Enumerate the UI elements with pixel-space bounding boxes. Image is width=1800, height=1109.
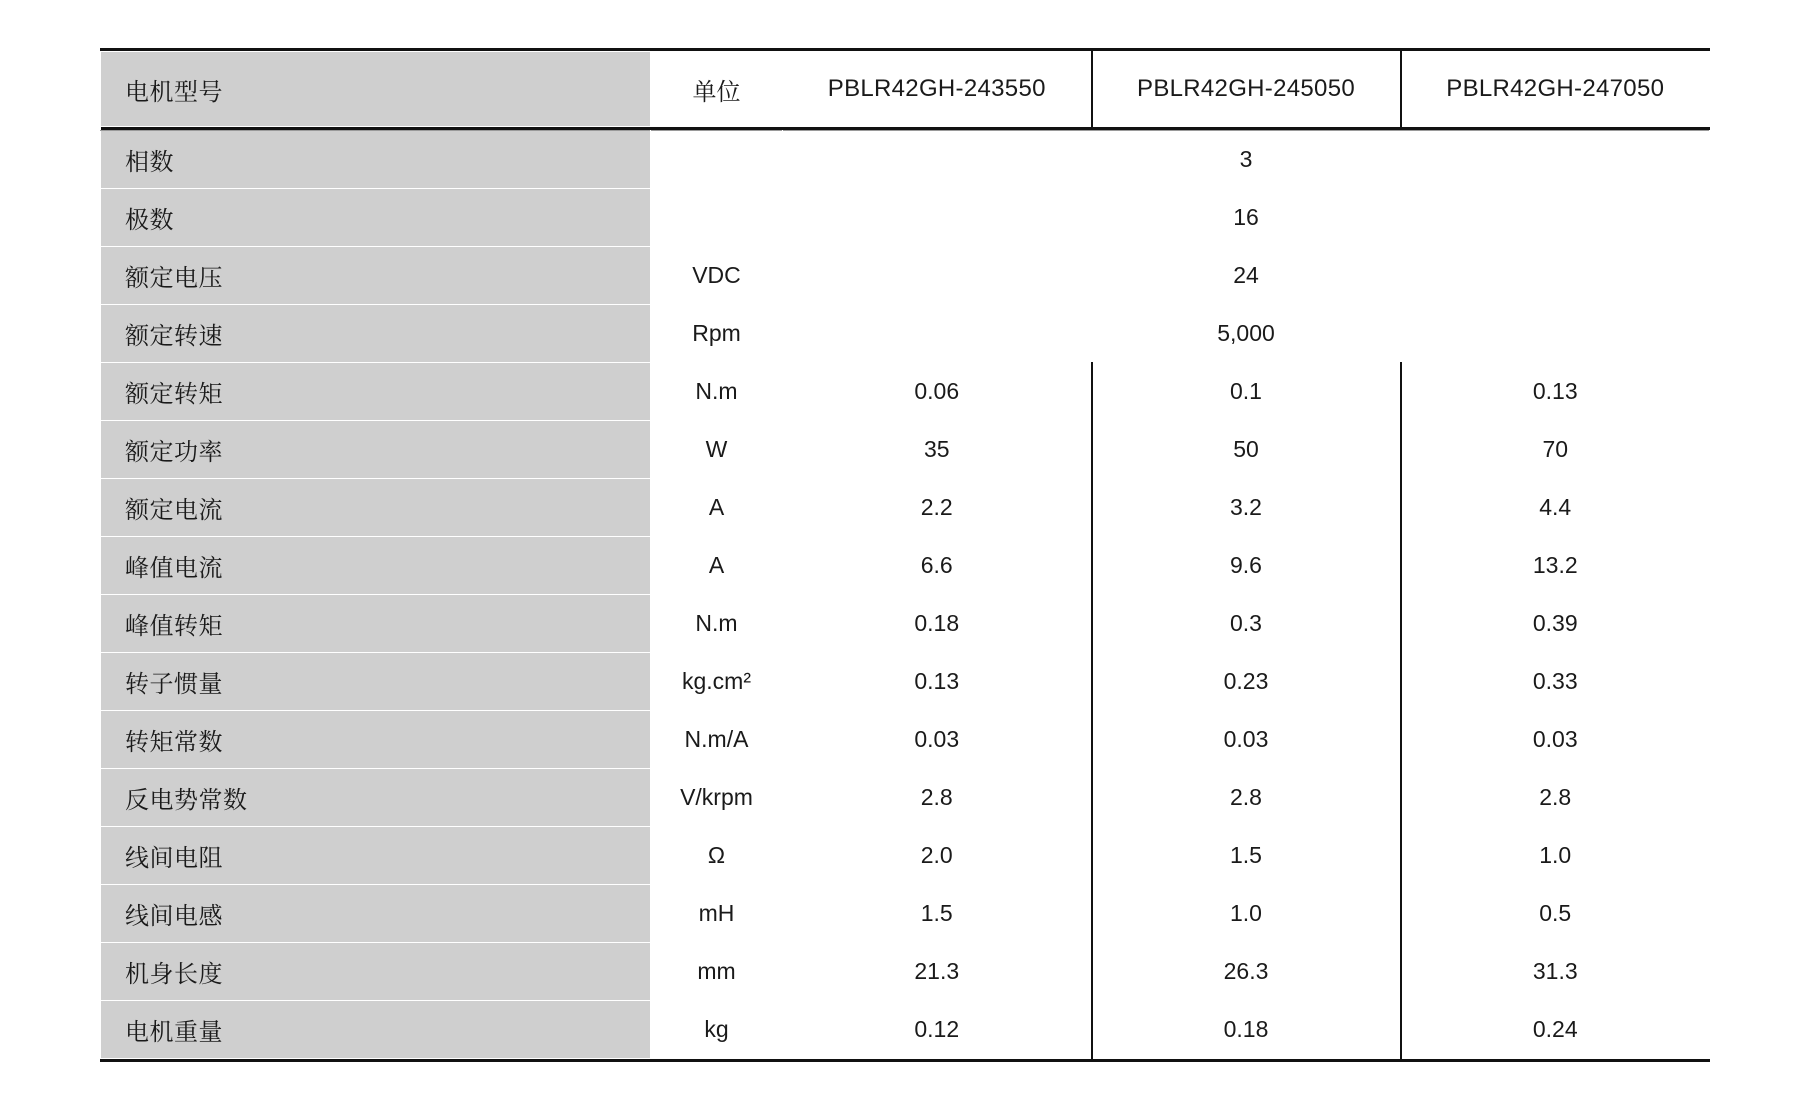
row-value-1: 1.5	[783, 885, 1092, 943]
row-value-1: 0.06	[783, 363, 1092, 421]
row-label: 线间电感	[101, 885, 651, 943]
table-row	[101, 769, 1710, 827]
table-row	[101, 421, 1710, 479]
row-value-2: 1.5	[1092, 827, 1401, 885]
row-label: 反电势常数	[101, 769, 651, 827]
row-value-1: 0.12	[783, 1001, 1092, 1059]
motor-spec-table	[100, 51, 1710, 1059]
row-label: 峰值转矩	[101, 595, 651, 653]
row-unit: kg	[651, 1001, 783, 1059]
row-unit: Ω	[651, 827, 783, 885]
row-label: 极数	[101, 189, 651, 247]
row-unit	[651, 189, 783, 247]
row-label: 额定功率	[101, 421, 651, 479]
row-value-1: 2.0	[783, 827, 1092, 885]
row-value-3: 0.13	[1401, 363, 1710, 421]
row-value-2: 3.2	[1092, 479, 1401, 537]
table-row	[101, 827, 1710, 885]
row-label: 相数	[101, 131, 651, 189]
row-label: 额定转速	[101, 305, 651, 363]
row-value-3: 0.39	[1401, 595, 1710, 653]
row-label: 峰值电流	[101, 537, 651, 595]
row-unit	[651, 131, 783, 189]
table-header-row	[101, 52, 1710, 127]
column-header-label: 电机型号	[101, 52, 651, 127]
row-value-3: 0.33	[1401, 653, 1710, 711]
row-value-3: 0.24	[1401, 1001, 1710, 1059]
row-value-3: 0.5	[1401, 885, 1710, 943]
row-unit: kg.cm²	[651, 653, 783, 711]
row-value-2: 0.23	[1092, 653, 1401, 711]
row-unit: Rpm	[651, 305, 783, 363]
row-label: 额定转矩	[101, 363, 651, 421]
row-label: 额定电压	[101, 247, 651, 305]
table-row	[101, 653, 1710, 711]
table-row	[101, 131, 1710, 189]
row-value-3: 13.2	[1401, 537, 1710, 595]
row-value-3: 0.03	[1401, 711, 1710, 769]
row-label: 额定电流	[101, 479, 651, 537]
row-value-2: 50	[1092, 421, 1401, 479]
row-value-1: 0.13	[783, 653, 1092, 711]
row-value-2: 9.6	[1092, 537, 1401, 595]
row-unit: V/krpm	[651, 769, 783, 827]
row-unit: N.m	[651, 363, 783, 421]
row-unit: VDC	[651, 247, 783, 305]
table-row	[101, 363, 1710, 421]
row-unit: A	[651, 537, 783, 595]
row-value-1: 0.18	[783, 595, 1092, 653]
row-value-3: 2.8	[1401, 769, 1710, 827]
row-unit: mH	[651, 885, 783, 943]
row-unit: W	[651, 421, 783, 479]
spec-sheet	[100, 48, 1710, 1062]
row-value-2: 0.18	[1092, 1001, 1401, 1059]
table-row	[101, 1001, 1710, 1059]
table-row	[101, 537, 1710, 595]
row-label: 机身长度	[101, 943, 651, 1001]
row-unit: mm	[651, 943, 783, 1001]
row-value-2: 26.3	[1092, 943, 1401, 1001]
row-value-merged: 24	[783, 247, 1710, 305]
row-label: 电机重量	[101, 1001, 651, 1059]
row-label: 转子惯量	[101, 653, 651, 711]
row-unit: N.m	[651, 595, 783, 653]
row-value-3: 4.4	[1401, 479, 1710, 537]
column-header-model-3: PBLR42GH-247050	[1401, 52, 1710, 127]
column-header-model-1: PBLR42GH-243550	[783, 52, 1092, 127]
column-header-unit: 单位	[651, 52, 783, 127]
row-value-1: 2.8	[783, 769, 1092, 827]
table-row	[101, 305, 1710, 363]
row-value-2: 1.0	[1092, 885, 1401, 943]
table-row	[101, 943, 1710, 1001]
table-bottom-rule	[100, 1059, 1710, 1062]
table-row	[101, 595, 1710, 653]
row-value-1: 0.03	[783, 711, 1092, 769]
row-value-merged: 16	[783, 189, 1710, 247]
table-row	[101, 247, 1710, 305]
row-value-merged: 3	[783, 131, 1710, 189]
column-header-model-2: PBLR42GH-245050	[1092, 52, 1401, 127]
row-label: 线间电阻	[101, 827, 651, 885]
row-value-1: 35	[783, 421, 1092, 479]
table-row	[101, 711, 1710, 769]
row-value-2: 0.03	[1092, 711, 1401, 769]
row-value-merged: 5,000	[783, 305, 1710, 363]
row-value-2: 0.3	[1092, 595, 1401, 653]
table-body	[101, 52, 1710, 1059]
row-value-3: 70	[1401, 421, 1710, 479]
row-value-1: 6.6	[783, 537, 1092, 595]
row-value-3: 31.3	[1401, 943, 1710, 1001]
row-value-2: 0.1	[1092, 363, 1401, 421]
row-value-2: 2.8	[1092, 769, 1401, 827]
row-value-1: 21.3	[783, 943, 1092, 1001]
row-label: 转矩常数	[101, 711, 651, 769]
table-row	[101, 885, 1710, 943]
row-value-3: 1.0	[1401, 827, 1710, 885]
row-unit: N.m/A	[651, 711, 783, 769]
row-unit: A	[651, 479, 783, 537]
table-row	[101, 479, 1710, 537]
row-value-1: 2.2	[783, 479, 1092, 537]
table-row	[101, 189, 1710, 247]
